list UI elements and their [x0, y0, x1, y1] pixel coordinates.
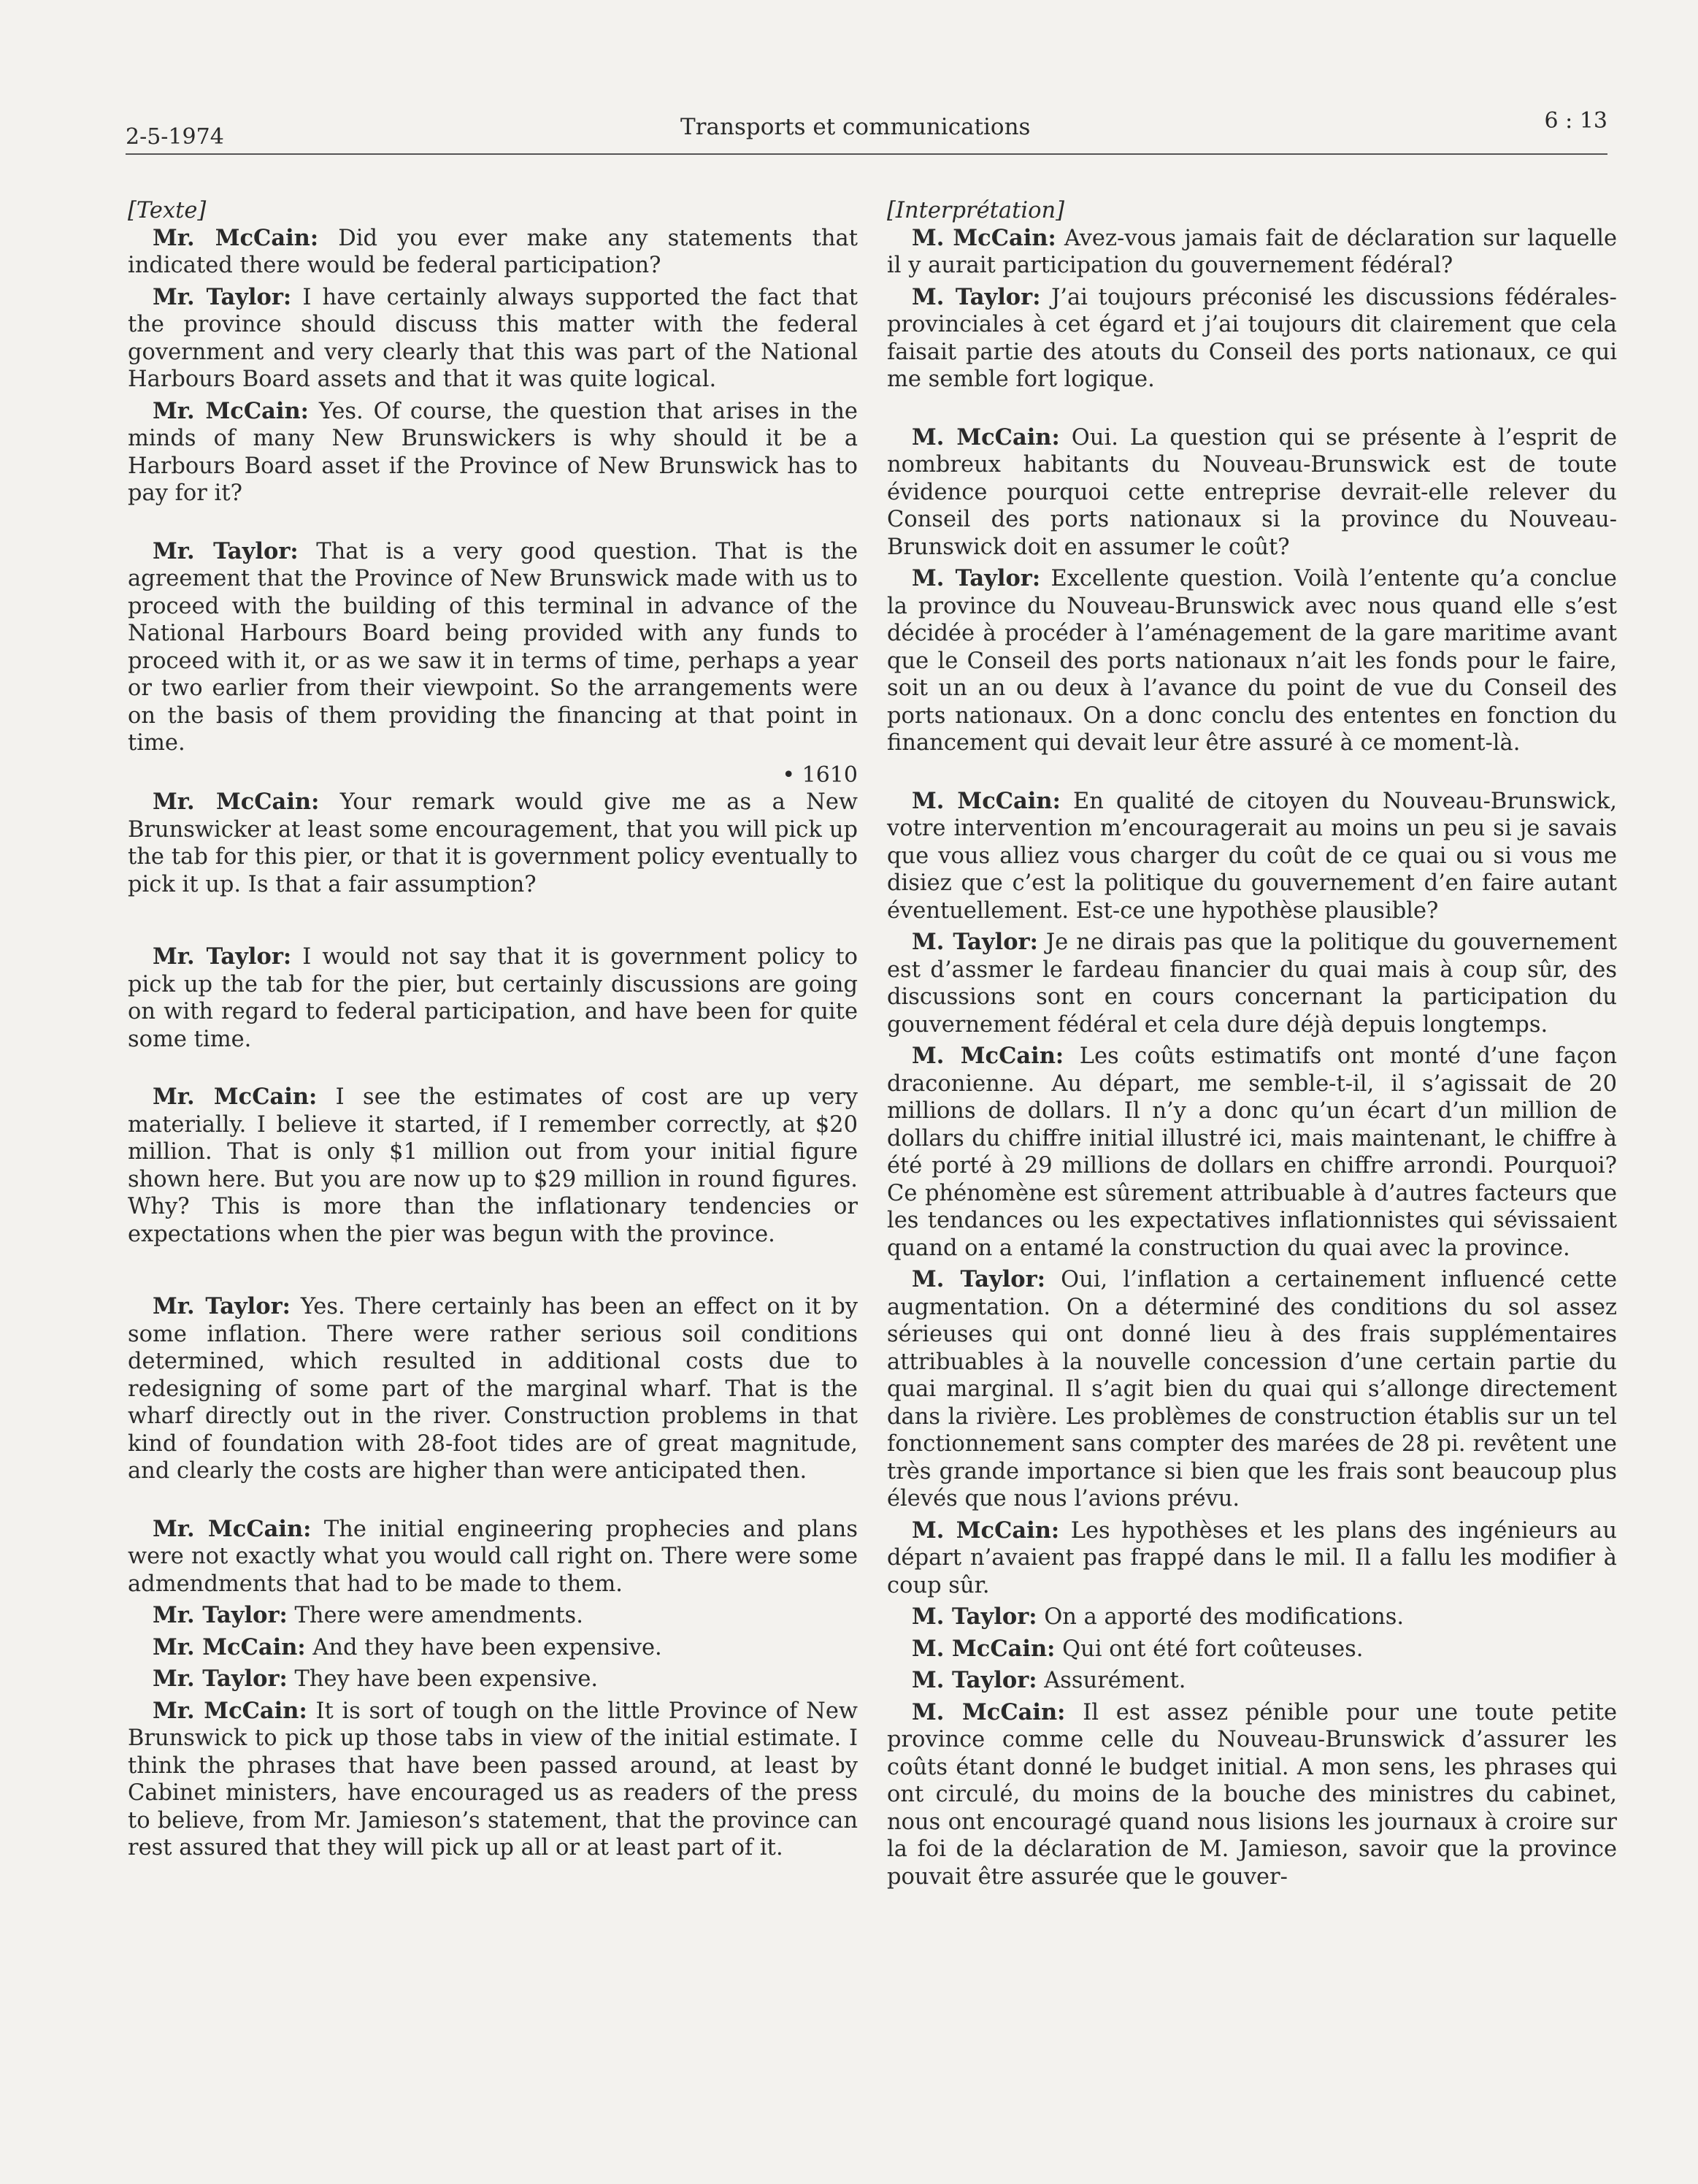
- speech-text: Assurément.: [1044, 1668, 1186, 1693]
- speaker: Mr. McCain:: [153, 789, 320, 815]
- speech-text: They have been expensive.: [294, 1666, 599, 1692]
- speech-text: There were amendments.: [294, 1603, 583, 1628]
- paragraph: [887, 225, 1617, 280]
- speaker: Mr. Taylor:: [153, 1666, 288, 1692]
- speech-text: Oui, l’inflation a certainement influencé cette augmentation. On a déterminé des conditions du sol assez sérieuses qui ont donné lieu à des frais supplémentaires attribuables à la nouvelle concession d’une certain partie du quai marginal. Il s’agit bien du quai qui s’allonge directement dans la rivière. Les problèmes de construction établis sur un tel fonctionnement sans compter des marées de 28 pi. revêtent une très grande importance si bien que les frais sont beaucoup plus élevés que nous l’avions prévu.: [887, 1267, 1617, 1511]
- paragraph: [887, 1043, 1617, 1262]
- speech-text: Les coûts estimatifs ont monté d’une façon draconienne. Au départ, me semble-t-il, il s’agissait de 20 millions de dollars. Il n’y a donc qu’un écart d’un million de dollars du chiffre initial illustré ici, mais maintenant, le chiffre à été porté à 29 millions de dollars en chiffre arrondi. Pourquoi? Ce phénomène est sûrement attribuable à d’autres facteurs que les tendances ou les expectatives inflationnistes qui sévissaient quand on a entamé la construction du quai avec la province.: [887, 1043, 1617, 1261]
- paragraph: [128, 1602, 858, 1630]
- speech-text: That is a very good question. That is the agreement that the Province of New Brunswick made with us to proceed with the building of this terminal in advance of the National Harbours Board being provided with any funds to proceed with it, or as we saw it in terms of time, perhaps a year or two earlier from their viewpoint. So the arrangements were on the basis of them providing the financing at that point in time.: [128, 538, 858, 756]
- speaker: Mr. McCain:: [153, 224, 319, 251]
- paragraph: [128, 1634, 858, 1662]
- speaker: M. Taylor:: [912, 1603, 1037, 1630]
- paragraph: [887, 1517, 1617, 1600]
- paragraph: [128, 1293, 858, 1485]
- speaker: Mr. McCain:: [153, 1697, 307, 1724]
- speech-text: And they have been expensive.: [312, 1634, 662, 1660]
- paragraph: [128, 225, 858, 280]
- paragraph: [128, 398, 858, 507]
- speech-text: En qualité de citoyen du Nouveau-Brunswick, votre intervention m’encouragerait au moins un peu si je savais que vous alliez vous charger du coût de ce quai ou si vous me disiez que c’est la politique du gouvernement d’en faire autant éventuellement. Est-ce une hypothèse plausible?: [887, 788, 1617, 924]
- speech-text: Les hypothèses et les plans des ingénieurs au départ n’avaient pas frappé dans le mil. Il a fallu les modifier à coup sûr.: [887, 1517, 1617, 1598]
- paragraph: [128, 284, 858, 394]
- speaker: M. Taylor:: [912, 283, 1041, 310]
- speech-text: I see the estimates of cost are up very materially. I believe it started, if I remember correctly, at $20 million. That is only $1 million out from your initial figure shown here. But you are now up to $29 million in round figures. Why? This is more than the inflationary tendencies or expectations when the pier was begun with the province.: [128, 1084, 858, 1247]
- speaker: M. Taylor:: [912, 1266, 1045, 1292]
- speech-text: The initial engineering prophecies and plans were not exactly what you would call right on. There were some admendments that had to be made to them.: [128, 1516, 858, 1597]
- header-title: Transports et communications: [680, 114, 1031, 140]
- speech-text: Your remark would give me as a New Brunswicker at least some encouragement, that you will pick up the tab for this pier, or that it is government policy eventually to pick it up. Is that a fair assumption?: [128, 789, 858, 897]
- paragraph: [887, 788, 1617, 925]
- english-column: [128, 197, 858, 1866]
- header-rule: [126, 153, 1607, 155]
- speaker: Mr. Taylor:: [153, 283, 292, 310]
- paragraph: [887, 1667, 1617, 1695]
- speaker: M. McCain:: [912, 1635, 1056, 1662]
- speaker: M. McCain:: [912, 224, 1056, 251]
- section-label: [Texte]: [128, 198, 207, 223]
- speaker: Mr. McCain:: [153, 1515, 312, 1542]
- paragraph: [887, 1603, 1617, 1631]
- speech-text: Yes. Of course, the question that arises in the minds of many New Brunswickers is why should it be a Harbours Board asset if the Province of New Brunswick has to pay for it?: [128, 398, 858, 506]
- header-page-number: 6 : 13: [1544, 108, 1607, 134]
- speaker: Mr. McCain:: [153, 397, 309, 424]
- speaker: M. McCain:: [912, 1698, 1066, 1725]
- paragraph: [128, 538, 858, 757]
- speech-text: It is sort of tough on the little Province of New Brunswick to pick up those tabs in view of the initial estimate. I think the phrases that have been passed around, at least by Cabinet ministers, have encouraged us as readers of the press to believe, from Mr. Jamieson’s statement, that the province can rest assured that they will pick up all or at least part of it.: [128, 1698, 858, 1861]
- speaker: Mr. Taylor:: [153, 1293, 291, 1319]
- speech-text: Excellente question. Voilà l’entente qu’a conclue la province du Nouveau-Brunswick avec nous quand elle s’est décidée à procéder à l’aménagement de la gare maritime avant que le Conseil des ports nationaux n’ait les fonds pour le faire, soit un an ou deux à l’avance du point de vue du Conseil des ports nationaux. On a donc conclu des ententes en fonction du financement qui devait leur être assuré à ce moment-là.: [887, 566, 1617, 756]
- speaker: Mr. McCain:: [153, 1633, 306, 1660]
- speaker: Mr. McCain:: [153, 1084, 318, 1110]
- speech-text: Avez-vous jamais fait de déclaration sur laquelle il y aurait participation du gouvernement fédéral?: [887, 225, 1617, 278]
- paragraph: [128, 943, 858, 1053]
- french-column: [887, 197, 1617, 1895]
- speaker: M. McCain:: [912, 1043, 1064, 1069]
- paragraph: [887, 1699, 1617, 1891]
- paragraph: [128, 1084, 858, 1248]
- speech-text: Je ne dirais pas que la politique du gouvernement est d’assmer le fardeau financier du quai mais à coup sûr, des discussions sont en cours concernant la participation du gouvernement fédéral et cela dure déjà depuis longtemps.: [887, 930, 1617, 1038]
- speaker: M. Taylor:: [912, 565, 1041, 591]
- time-marker: • 1610: [782, 762, 858, 788]
- paragraph: [887, 1266, 1617, 1513]
- speech-text: I have certainly always supported the fact that the province should discuss this matter with the federal government and very clearly that this was part of the National Harbours Board assets and that it was quite logical.: [128, 284, 858, 392]
- paragraph: [128, 1666, 858, 1693]
- speaker: M. Taylor:: [912, 929, 1038, 955]
- speaker: M. Taylor:: [912, 1667, 1037, 1693]
- page-header: [126, 108, 1607, 152]
- speech-text: Qui ont été fort coûteuses.: [1062, 1636, 1364, 1662]
- speaker: M. McCain:: [912, 424, 1060, 451]
- speaker: M. McCain:: [912, 1517, 1060, 1544]
- speaker: Mr. Taylor:: [153, 537, 299, 564]
- speaker: Mr. Taylor:: [153, 1602, 288, 1628]
- paragraph: [887, 929, 1617, 1038]
- paragraph: [887, 284, 1617, 394]
- paragraph: [128, 1516, 858, 1598]
- speech-text: Oui. La question qui se présente à l’esprit de nombreux habitants du Nouveau-Brunswick est de toute évidence pourquoi cette entreprise devrait-elle relever du Conseil des ports nationaux si la province du Nouveau-Brunswick doit en assumer le coût?: [887, 424, 1618, 560]
- section-label: [Interprétation]: [887, 198, 1064, 223]
- speech-text: J’ai toujours préconisé les discussions fédérales-provinciales à cet égard et j’ai toujours dit clairement que cela faisait partie des atouts du Conseil des ports nationaux, ce qui me semble fort logique.: [887, 284, 1617, 392]
- speech-text: Yes. There certainly has been an effect on it by some inflation. There were rather serious soil conditions determined, which resulted in additional costs due to redesigning of some part of the marginal wharf. That is the wharf directly out in the river. Construction problems in that kind of foundation with 28-foot tides are of great magnitude, and clearly the costs are higher than were anticipated then.: [128, 1294, 858, 1484]
- paragraph: [128, 789, 858, 898]
- speaker: Mr. Taylor:: [153, 943, 292, 970]
- speech-text: I would not say that it is government policy to pick up the tab for the pier, but certainly discussions are going on with regard to federal participation, and have been for quite some time.: [128, 944, 858, 1052]
- paragraph: [887, 424, 1617, 562]
- speech-text: Il est assez pénible pour une toute petite province comme celle du Nouveau-Brunswick d’assurer les coûts étant donné le budget initial. A mon sens, les phrases qui ont circulé, du moins de la bouche des ministres du cabinet, nous ont encouragé quand nous lisions les journaux à croire sur la foi de la déclaration de M. Jamieson, savoir que la province pouvait être assurée que le gouver-: [887, 1699, 1617, 1890]
- paragraph: [128, 1698, 858, 1862]
- speech-text: On a apporté des modifications.: [1044, 1604, 1405, 1630]
- paragraph: [887, 1636, 1617, 1663]
- paragraph: [887, 565, 1617, 757]
- header-date: 2-5-1974: [126, 124, 224, 150]
- speaker: M. McCain:: [912, 787, 1061, 814]
- speech-text: Did you ever make any statements that indicated there would be federal participation?: [128, 225, 858, 278]
